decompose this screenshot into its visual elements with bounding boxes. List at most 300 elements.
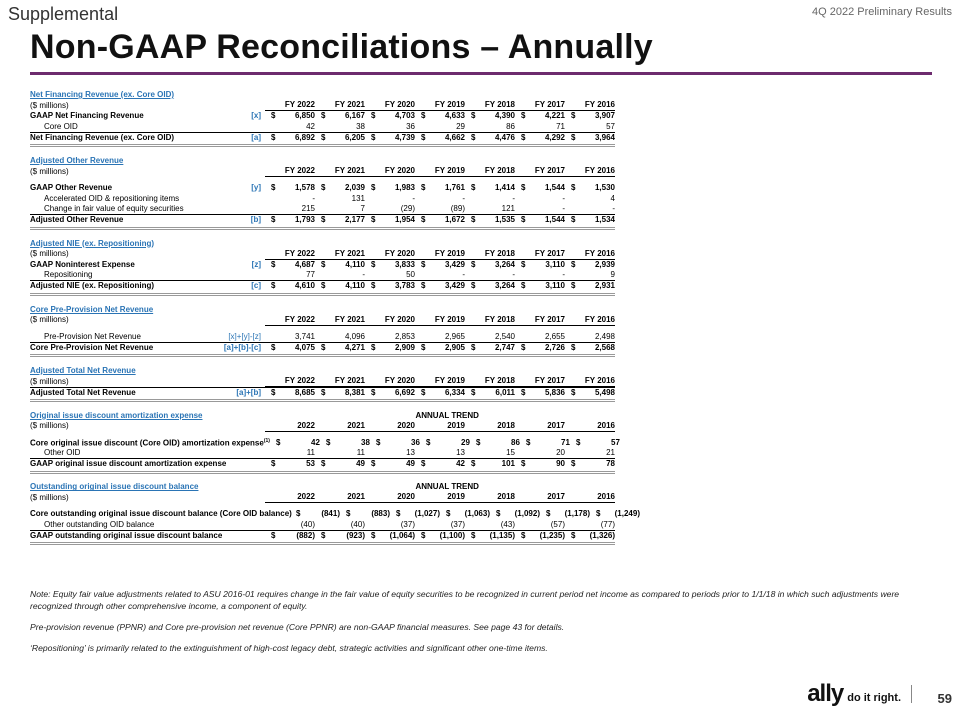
value-number: 1,672 [444,215,465,225]
value-cell [565,447,615,458]
year-header: 2018 [497,420,515,430]
value-cell [365,203,415,214]
row-label-text: Core outstanding original issue discount balance (Core OID balance) [30,509,292,519]
value-number: - [312,193,315,203]
currency-symbol: $ [375,437,381,447]
value-number: 3,783 [394,281,415,291]
row-values [265,132,615,143]
value-cell [470,437,520,448]
currency-symbol: $ [271,259,276,269]
value-number: 4,075 [294,342,315,352]
oid_amort-row [30,448,615,459]
value-cell [465,280,515,291]
currency-symbol: $ [471,259,476,269]
currency-symbol: $ [371,530,376,540]
row-label-text: Pre-Provision Net Revenue [44,331,141,341]
value-cell [465,121,515,132]
value-cell [565,269,615,280]
row-values [265,121,615,132]
row-reference: [a]+[b]-[c] [223,342,261,352]
value-number: 71 [556,121,565,131]
units-label: ($ millions) [30,421,69,431]
value-number: 4 [610,193,615,203]
value-number: 38 [356,121,365,131]
year-header: FY 2019 [434,376,465,386]
value-number: 42 [311,437,320,447]
row-reference: [x] [251,111,261,121]
currency-symbol: $ [596,509,601,519]
currency-symbol: $ [421,387,426,397]
value-cell [315,458,365,469]
value-number: 2,965 [444,331,465,341]
row-label [30,530,265,541]
currency-symbol: $ [321,387,326,397]
value-number: (1,027) [414,509,440,519]
row-reference: [b] [250,215,261,225]
value-cell [265,110,315,121]
currency-symbol: $ [321,132,326,142]
row-reference: [x]+[y]-[z] [228,331,261,341]
value-number: - [362,270,365,280]
row-label-text: Adjusted Total Net Revenue [30,387,136,397]
currency-symbol: $ [271,183,276,193]
currency-symbol: $ [421,530,426,540]
value-cell [465,447,515,458]
value-cell [465,110,515,121]
year-header: FY 2019 [434,166,465,176]
currency-symbol: $ [471,281,476,291]
units-label: ($ millions) [30,376,69,386]
value-number: 2,039 [344,183,365,193]
value-number: (40) [350,519,365,529]
value-cell [465,530,515,541]
value-cell [570,437,620,448]
value-number: 1,983 [394,183,415,193]
currency-symbol: $ [271,459,276,469]
nie-row [30,280,615,291]
year-header: FY 2017 [534,376,565,386]
value-number: 4,633 [444,111,465,121]
row-label-text: Adjusted NIE (ex. Repositioning) [30,281,155,291]
value-cell [265,342,315,353]
currency-symbol: $ [271,111,276,121]
value-number: 49 [406,459,415,469]
value-number: 4,390 [494,111,515,121]
row-label-text: GAAP Other Revenue [30,183,113,193]
value-cell [590,508,640,519]
year-header: FY 2020 [384,376,415,386]
currency-symbol: $ [521,259,526,269]
year-headers [265,165,615,177]
currency-symbol: $ [271,215,276,225]
value-cell [415,530,465,541]
value-number: 1,544 [544,215,565,225]
value-number: (883) [371,509,390,519]
row-label-text: Core OID [44,121,78,131]
value-number: 4,110 [345,259,365,269]
row-label [30,280,218,291]
value-cell [565,121,615,132]
tnr-title: Adjusted Total Net Revenue [30,366,136,375]
value-cell [315,530,365,541]
value-cell [415,458,465,469]
value-cell [515,132,565,143]
year-header: 2021 [347,420,365,430]
year-header: FY 2022 [284,248,315,258]
oid_amort-header-row [30,421,615,432]
row-label [30,110,218,121]
value-cell [265,203,315,214]
value-number: - [562,204,565,214]
nie-header-row [30,249,615,260]
value-cell [315,519,365,530]
currency-symbol: $ [271,281,276,291]
value-number: (923) [346,530,365,540]
value-number: 1,414 [494,183,515,193]
year-header: FY 2016 [584,314,615,324]
row-label-text: GAAP Net Financing Revenue [30,111,144,121]
value-number: 215 [301,204,315,214]
currency-symbol: $ [271,132,276,142]
row-values [265,203,615,214]
value-cell [365,110,415,121]
value-cell [365,259,415,270]
row-label-text: Accelerated OID & repositioning items [44,193,180,203]
value-number: 3,741 [294,331,315,341]
value-number: 77 [306,270,315,280]
currency-symbol: $ [421,111,426,121]
row-label [30,331,218,342]
currency-symbol: $ [371,459,376,469]
aor-row [30,204,615,215]
value-number: - [512,270,515,280]
value-cell [365,269,415,280]
year-header: FY 2017 [534,248,565,258]
report-title: 4Q 2022 Preliminary Results [811,6,952,18]
value-number: - [462,193,465,203]
currency-symbol: $ [421,259,426,269]
row-label [30,193,218,204]
currency-symbol: $ [471,183,476,193]
value-number: (1,326) [589,530,615,540]
year-header: FY 2018 [484,100,515,110]
value-number: 1,530 [594,183,615,193]
value-cell [565,193,615,204]
value-cell [365,530,415,541]
value-number: 2,540 [494,331,515,341]
currency-symbol: $ [471,132,476,142]
value-cell [365,214,415,225]
year-header: FY 2019 [434,100,465,110]
value-cell [490,508,540,519]
value-number: - [562,270,565,280]
value-cell [565,132,615,143]
value-cell [465,342,515,353]
oid_bal-row [30,519,615,530]
value-cell [265,458,315,469]
value-number: 1,534 [594,215,615,225]
value-cell [290,508,340,519]
value-cell [540,508,590,519]
currency-symbol: $ [521,459,526,469]
year-header: FY 2018 [484,376,515,386]
currency-symbol: $ [521,111,526,121]
currency-symbol: $ [421,342,426,352]
currency-symbol: $ [421,215,426,225]
value-number: 1,535 [494,215,515,225]
row-label [30,203,218,214]
year-header: FY 2021 [334,248,365,258]
row-label-text: GAAP original issue discount amortization expense [30,459,227,469]
ppnr-header-row [30,315,615,326]
value-cell [465,132,515,143]
year-header: FY 2022 [284,166,315,176]
value-number: (1,100) [439,530,465,540]
footnotes [30,588,930,663]
value-cell [315,280,365,291]
value-cell [415,203,465,214]
value-cell [515,331,565,342]
currency-symbol: $ [271,530,276,540]
value-number: - [612,204,615,214]
currency-symbol: $ [325,437,331,447]
value-number: (1,249) [614,509,640,519]
currency-symbol: $ [525,437,531,447]
row-label-text: Repositioning [44,270,93,280]
row-values [265,182,615,193]
value-cell [265,519,315,530]
value-cell [315,110,365,121]
value-cell [315,342,365,353]
row-label [30,387,218,398]
aor-row [30,214,615,225]
value-number: 53 [306,459,315,469]
currency-symbol: $ [571,132,576,142]
note-ppnr: Pre-provision revenue (PPNR) and Core pre-provision net revenue (Core PPNR) are non-GAAP financial measures. See page 43 for details. [30,622,565,632]
currency-symbol: $ [371,183,376,193]
currency-symbol: $ [275,437,281,447]
value-cell [265,387,315,398]
ppnr-section [30,304,615,358]
oid_amort-section [30,410,620,474]
title-divider [30,72,932,75]
currency-symbol: $ [321,459,326,469]
value-number: 86 [506,121,515,131]
value-cell [265,182,315,193]
value-number: 3,429 [444,281,465,291]
value-number: 90 [556,459,565,469]
value-cell [315,259,365,270]
value-number: 13 [406,448,415,458]
nfr-header-row [30,100,615,111]
value-number: 131 [351,193,365,203]
currency-symbol: $ [421,459,426,469]
row-label-text: Core original issue discount (Core OID) amortization expense [30,438,264,448]
value-cell [515,121,565,132]
value-cell [565,519,615,530]
value-cell [365,331,415,342]
oid_amort-row [30,458,615,469]
currency-symbol: $ [471,342,476,352]
value-number: 2,905 [444,342,465,352]
value-cell [265,259,315,270]
value-number: - [462,270,465,280]
value-number: 29 [461,437,470,447]
currency-symbol: $ [346,509,351,519]
value-cell [465,193,515,204]
row-values [270,437,620,448]
value-cell [465,182,515,193]
year-header: FY 2017 [534,166,565,176]
value-cell [515,269,565,280]
currency-symbol: $ [271,342,276,352]
value-cell [440,508,490,519]
value-cell [415,110,465,121]
value-cell [265,269,315,280]
value-number: 3,429 [444,259,465,269]
row-values [265,331,615,342]
year-header: FY 2020 [384,314,415,324]
value-cell [465,519,515,530]
aor-section [30,155,615,230]
year-header: FY 2017 [534,100,565,110]
currency-symbol: $ [571,281,576,291]
value-cell [565,331,615,342]
row-reference: [a] [251,132,261,142]
value-number: (37) [450,519,465,529]
value-cell [420,437,470,448]
year-headers [265,491,615,503]
year-header: 2020 [397,420,415,430]
nfr-row [30,111,615,122]
currency-symbol: $ [471,215,476,225]
currency-symbol: $ [521,183,526,193]
currency-symbol: $ [571,215,576,225]
value-number: - [412,193,415,203]
value-number: 6,167 [344,111,365,121]
value-cell [315,269,365,280]
value-cell [515,193,565,204]
year-header: FY 2016 [584,166,615,176]
value-number: 5,836 [544,387,565,397]
nfr-section [30,89,615,147]
value-cell [370,437,420,448]
currency-symbol: $ [496,509,501,519]
row-values [265,387,615,398]
value-number: 3,110 [545,259,565,269]
value-number: 3,264 [494,259,515,269]
value-number: 4,739 [394,132,415,142]
row-label [30,508,290,519]
value-cell [365,447,415,458]
value-number: 78 [606,459,615,469]
value-cell [390,508,440,519]
row-values [265,530,615,541]
value-number: (1,064) [389,530,415,540]
value-number: (882) [296,530,315,540]
value-number: 121 [501,204,515,214]
value-cell [415,269,465,280]
currency-symbol: $ [471,111,476,121]
value-cell [315,447,365,458]
section-divider [30,227,615,230]
value-cell [315,387,365,398]
currency-symbol: $ [575,437,581,447]
value-cell [415,121,465,132]
tnr-row [30,387,615,398]
currency-symbol: $ [421,281,426,291]
row-values [265,280,615,291]
value-number: 9 [610,270,615,280]
row-values [265,458,615,469]
supplemental-label: Supplemental [8,4,119,24]
currency-symbol: $ [521,215,526,225]
currency-symbol: $ [521,281,526,291]
value-number: 6,850 [294,111,315,121]
value-number: 2,853 [394,331,415,341]
currency-symbol: $ [471,387,476,397]
value-cell [265,193,315,204]
currency-symbol: $ [425,437,431,447]
row-values [265,214,615,225]
note-repositioning: ‘Repositioning’ is primarily related to the extinguishment of high-cost legacy debt, strategic activities and significant other one-time items. [30,643,548,653]
year-header: FY 2016 [584,248,615,258]
value-number: 6,892 [294,132,315,142]
value-number: 3,110 [545,281,565,291]
value-cell [515,182,565,193]
year-header: FY 2018 [484,166,515,176]
row-label [30,214,218,225]
value-cell [415,331,465,342]
value-cell [565,182,615,193]
year-header: FY 2021 [334,314,365,324]
value-number: 101 [501,459,515,469]
value-cell [315,214,365,225]
value-number: (1,135) [489,530,515,540]
year-header: FY 2020 [384,166,415,176]
currency-symbol: $ [371,342,376,352]
row-label [30,132,218,143]
currency-symbol: $ [471,459,476,469]
value-number: (1,092) [514,509,540,519]
value-number: 8,685 [294,387,315,397]
currency-symbol: $ [371,215,376,225]
currency-symbol: $ [371,111,376,121]
value-number: 15 [506,448,515,458]
row-values [265,519,615,530]
currency-symbol: $ [521,530,526,540]
value-number: 1,544 [544,183,565,193]
currency-symbol: $ [321,281,326,291]
value-cell [465,387,515,398]
value-number: 11 [306,448,315,458]
value-number: (43) [500,519,515,529]
value-cell [565,280,615,291]
year-header: FY 2019 [434,314,465,324]
ppnr-row [30,331,615,342]
value-number: 29 [456,121,465,131]
value-number: 6,334 [444,387,465,397]
value-number: 36 [411,437,420,447]
value-number: 42 [306,121,315,131]
row-values [265,447,615,458]
value-cell [515,214,565,225]
nfr-row [30,132,615,143]
value-cell [265,132,315,143]
year-headers [265,375,615,387]
year-header: 2019 [447,492,465,502]
value-cell [465,214,515,225]
